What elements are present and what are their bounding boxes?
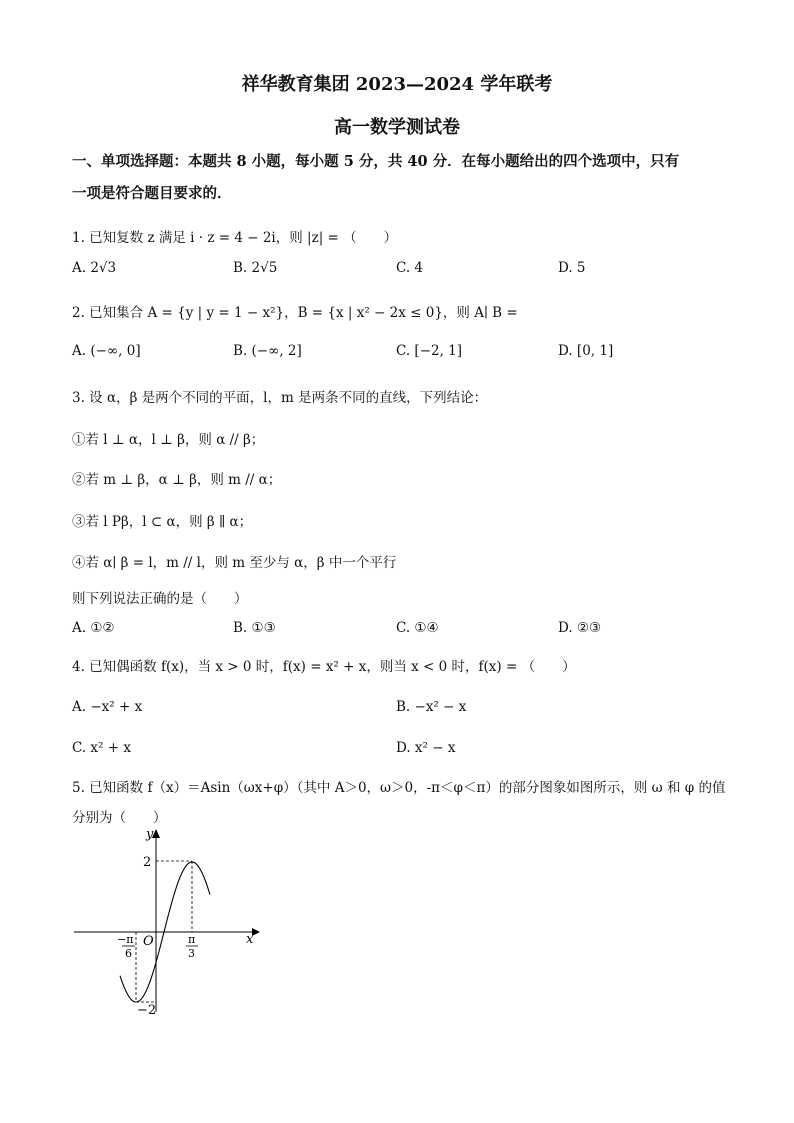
- q4-option-c: C. x² + x: [72, 740, 131, 756]
- tick-left-numerator: −π: [117, 933, 134, 946]
- tick-right-denominator: 3: [188, 947, 195, 960]
- question-1-stem: 1. 已知复数 z 满足 i · z = 4 − 2i，则 |z| = （ ）: [72, 230, 398, 246]
- q3-option-a: A. ①②: [72, 620, 115, 636]
- y-axis-label: y: [146, 827, 154, 842]
- min-value-label: −2: [137, 1003, 157, 1018]
- question-5-stem: 5. 已知函数 f（x）＝Asin（ωx+φ）（其中 A＞0，ω＞0，-π＜φ＜π）的部分图象如图所示，则 ω 和 φ 的值: [72, 780, 726, 796]
- q3-option-d: D. ②③: [558, 620, 602, 636]
- tick-left-denominator: 6: [125, 947, 132, 960]
- q1-option-a: A. 2√3: [72, 260, 117, 276]
- question-5-stem-cont: 分别为（ ）: [72, 810, 167, 826]
- x-axis-label: x: [246, 932, 254, 947]
- q3-statement-4: ④若 α∣ β = l，m // l，则 m 至少与 α，β 中一个平行: [72, 555, 397, 571]
- q2-option-c: C. [−2, 1]: [396, 343, 463, 359]
- q3-statement-1: ①若 l ⊥ α，l ⊥ β，则 α // β；: [72, 432, 265, 448]
- q3-prompt: 则下列说法正确的是（ ）: [72, 591, 248, 607]
- question-3-stem: 3. 设 α，β 是两个不同的平面，l，m 是两条不同的直线，下列结论：: [72, 390, 488, 406]
- q2-option-b: B. (−∞, 2]: [233, 343, 302, 359]
- tick-right-numerator: π: [188, 933, 196, 946]
- q3-statement-3: ③若 l Pβ，l ⊂ α，则 β ∥ α；: [72, 514, 253, 530]
- exam-title: 祥华教育集团 2023—2024 学年联考: [241, 74, 553, 95]
- q4-option-d: D. x² − x: [396, 740, 456, 756]
- question-2-stem: 2. 已知集合 A = {y | y = 1 − x²}，B = {x | x² − 2x ≤ 0}，则 A∣ B =: [72, 305, 518, 321]
- q1-option-d: D. 5: [558, 260, 586, 276]
- q4-option-b: B. −x² − x: [396, 699, 467, 715]
- section-heading: 一、单项选择题：本题共 8 小题，每小题 5 分，共 40 分．在每小题给出的四个选项中，只有: [72, 153, 680, 170]
- section-heading-cont: 一项是符合题目要求的．: [72, 185, 232, 202]
- q2-option-a: A. (−∞, 0]: [72, 343, 141, 359]
- q3-option-c: C. ①④: [396, 620, 439, 636]
- origin-label: O: [143, 934, 154, 949]
- question-4-stem: 4. 已知偶函数 f(x)，当 x > 0 时，f(x) = x² + x，则当 x < 0 时，f(x) = （ ）: [72, 659, 576, 675]
- q4-option-a: A. −x² + x: [72, 699, 143, 715]
- q1-option-b: B. 2√5: [233, 260, 278, 276]
- max-value-label: 2: [143, 855, 152, 870]
- q3-option-b: B. ①③: [233, 620, 276, 636]
- q2-option-d: D. [0, 1]: [558, 343, 614, 359]
- exam-subtitle: 高一数学测试卷: [334, 117, 460, 138]
- q1-option-c: C. 4: [396, 260, 424, 276]
- sine-graph-figure: [70, 826, 260, 1018]
- q3-statement-2: ②若 m ⊥ β，α ⊥ β，则 m // α；: [72, 472, 282, 488]
